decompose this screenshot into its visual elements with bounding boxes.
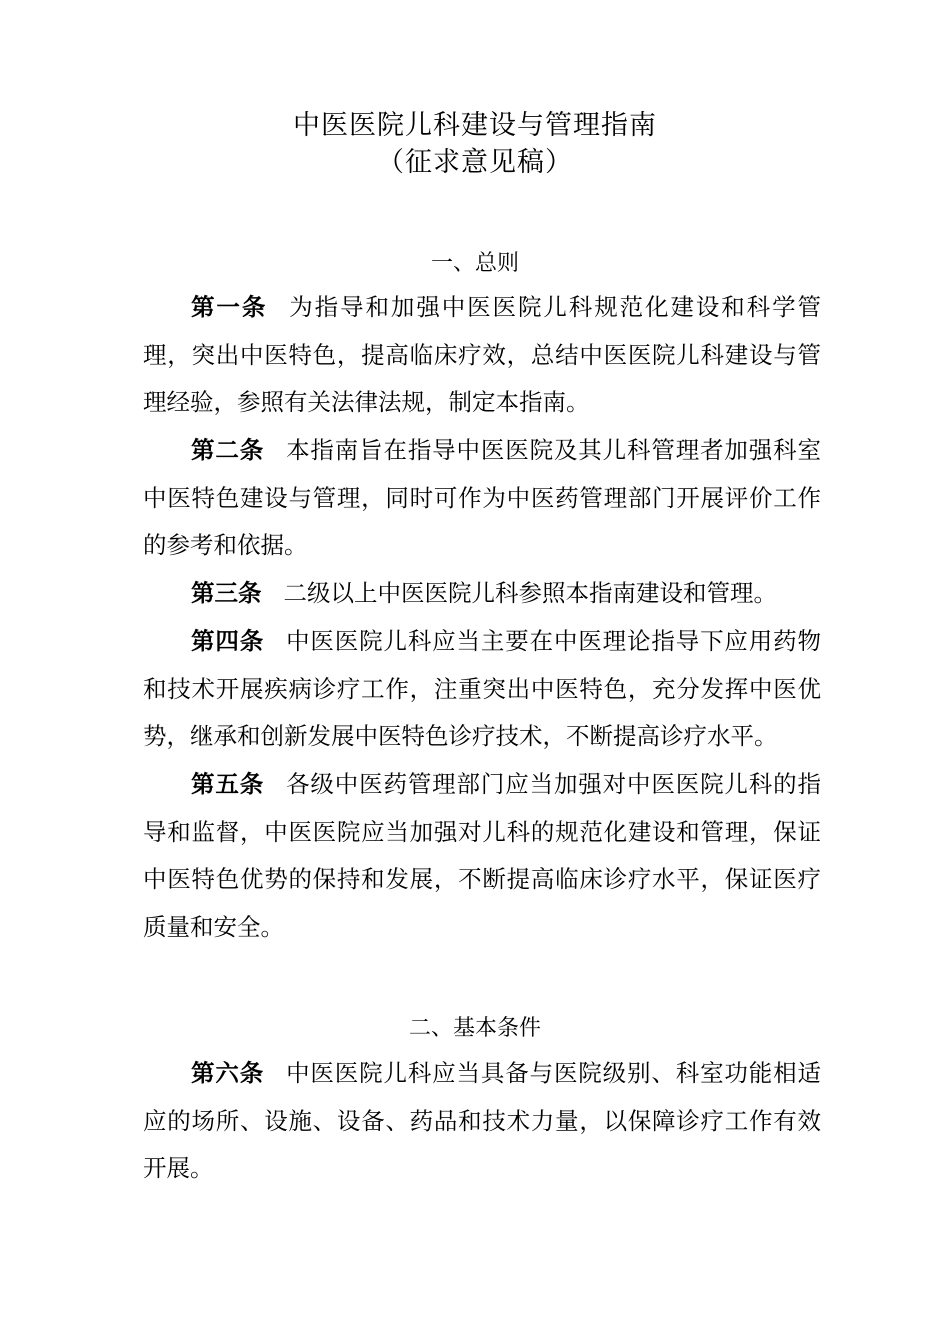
article-2-text: 本指南旨在指导中医医院及其儿科管理者加强科室中医特色建设与管理，同时可作为中医药管理部门开展评价工作的参考和依据。 (143, 436, 821, 559)
article-5 (143, 761, 821, 951)
article-3-text: 二级以上中医医院儿科参照本指南建设和管理。 (283, 579, 777, 607)
article-6 (143, 1050, 821, 1193)
article-1 (143, 284, 821, 427)
article-3-label: 第三条 (191, 579, 262, 607)
section-heading-general: 一、总则 (430, 251, 519, 276)
article-2 (143, 427, 821, 570)
article-2-label: 第二条 (191, 436, 265, 464)
article-6-label: 第六条 (191, 1059, 265, 1087)
article-4-label: 第四条 (191, 627, 265, 655)
article-6-text: 中医医院儿科应当具备与医院级别、科室功能相适应的场所、设施、设备、药品和技术力量，以保障诊疗工作有效开展。 (143, 1059, 821, 1182)
document-subtitle: （征求意见稿） (377, 147, 573, 178)
article-4-text: 中医医院儿科应当主要在中医理论指导下应用药物和技术开展疾病诊疗工作，注重突出中医特色，充分发挥中医优势，继承和创新发展中医特色诊疗技术，不断提高诊疗水平。 (143, 627, 821, 750)
document-title: 中医医院儿科建设与管理指南 (293, 110, 657, 141)
article-4 (143, 618, 821, 761)
article-1-label: 第一条 (191, 293, 268, 321)
section-heading-basic-conditions: 二、基本条件 (408, 1016, 541, 1041)
article-3 (143, 570, 821, 618)
article-5-label: 第五条 (191, 770, 265, 798)
article-1-text: 为指导和加强中医医院儿科规范化建设和科学管理，突出中医特色，提高临床疗效，总结中医医院儿科建设与管理经验，参照有关法律法规，制定本指南。 (143, 293, 822, 416)
article-5-text: 各级中医药管理部门应当加强对中医医院儿科的指导和监督，中医医院应当加强对儿科的规范化建设和管理，保证中医特色优势的保持和发展，不断提高临床诊疗水平，保证医疗质量和安全。 (143, 770, 821, 941)
